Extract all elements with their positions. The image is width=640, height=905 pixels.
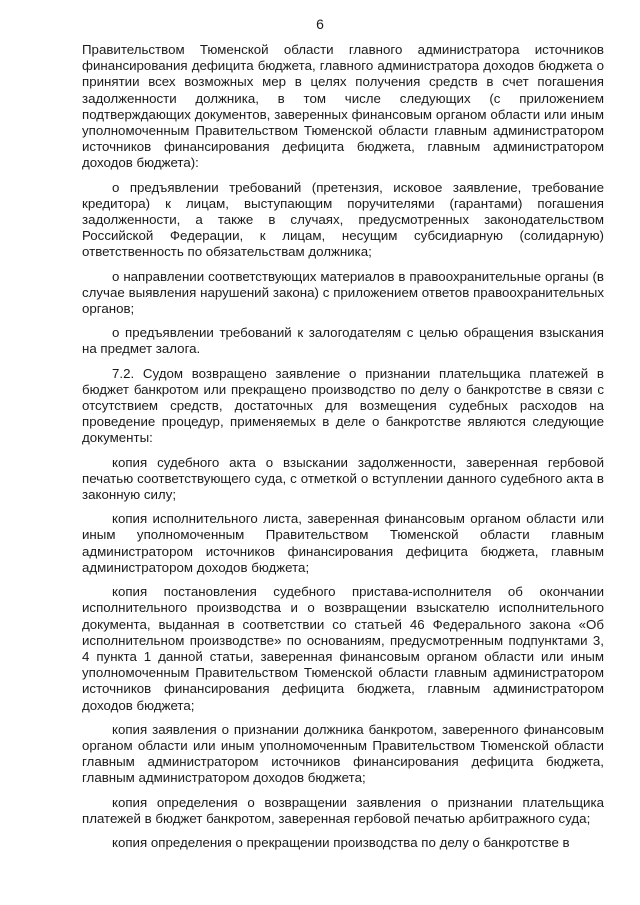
paragraph-return-ruling-copy: копия определения о возвращении заявления о признании плательщика платежей в бюджет банкротом, заверенная гербовой печатью арбитражного суда; (82, 794, 604, 826)
paragraph-claims: о предъявлении требований (претензия, исковое заявление, требование кредитора) к лицам, выступающим поручителями (гарантами) погашения задолженности, а также в случаях, предусмотренных законодательством Российской Федерации, к лицам, несущим субсидиарную (солидарную) ответственность по обязательствам должника; (82, 179, 604, 260)
paragraph-pledgers: о предъявлении требований к залогодателям с целью обращения взыскания на предмет залога. (82, 325, 604, 357)
document-body (82, 42, 604, 859)
paragraph-7-2: 7.2. Судом возвращено заявление о признании плательщика платежей в бюджет банкротом или прекращено производство по делу о банкротстве в связи с отсутствием средств, достаточных для возмещения судебных расходов на проведение процедур, применяемых в деле о банкротстве являются следующие документы: (82, 365, 604, 446)
paragraph-continuation: Правительством Тюменской области главного администратора источников финансирования дефицита бюджета, главного администратора доходов бюджета о принятии всех возможных мер в целях получения средств в счет погашения задолженности должника, в том числе следующих (с приложением подтверждающих документов, заверенных финансовым органом области или иным уполномоченным Правительством Тюменской области главным администратором источников финансирования дефицита бюджета, главным администратором доходов бюджета): (82, 42, 604, 171)
paragraph-bailiff-decision-copy: копия постановления судебного пристава-исполнителя об окончании исполнительного производства и о возвращении взыскателю исполнительного документа, выданная в соответствии со статьей 46 Федерального закона «Об исполнительном производстве» по основаниям, предусмотренным подпунктами 3, 4 пункта 1 данной статьи, заверенная финансовым органом области или иным уполномоченным Правительством Тюменской области главным администратором источников финансирования дефицита бюджета, главным администратором доходов бюджета; (82, 584, 604, 713)
paragraph-termination-ruling-copy: копия определения о прекращении производства по делу о банкротстве в (112, 834, 570, 850)
page-number: 6 (316, 16, 324, 32)
paragraph-writ-copy: копия исполнительного листа, заверенная финансовым органом области или иным уполномоченным Правительством Тюменской области главным администратором источников финансирования дефицита бюджета, главным администратором доходов бюджета; (82, 511, 604, 575)
paragraph-court-act-copy: копия судебного акта о взыскании задолженности, заверенная гербовой печатью соответствующего суда, с отметкой о вступлении данного судебного акта в законную силу; (82, 454, 604, 503)
paragraph-bankruptcy-application-copy: копия заявления о признании должника банкротом, заверенного финансовым органом области или иным уполномоченным Правительством Тюменской области главным администратором источников финансирования дефицита бюджета, главным администратором доходов бюджета; (82, 721, 604, 786)
paragraph-law-enforcement: о направлении соответствующих материалов в правоохранительные органы (в случае выявления нарушений закона) с приложением ответов правоохранительных органов; (82, 268, 604, 317)
